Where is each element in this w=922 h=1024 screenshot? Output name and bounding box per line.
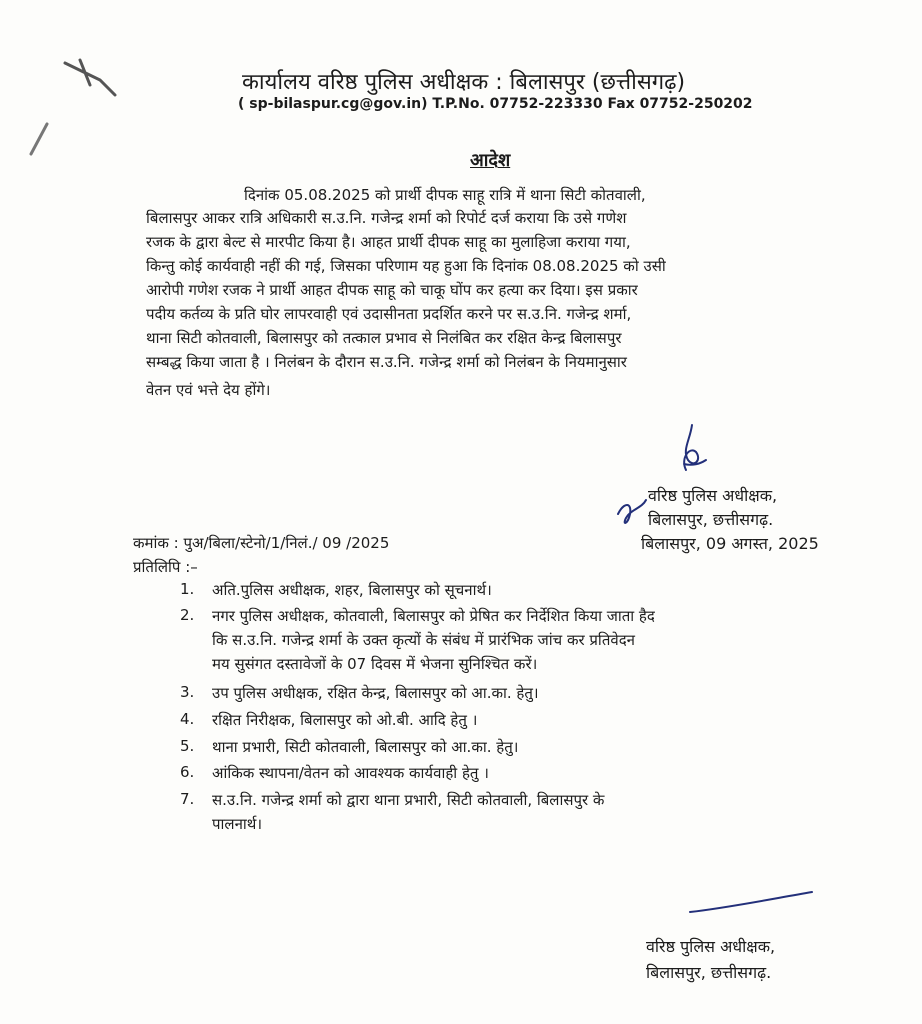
order-body-line: बिलासपुर आकर रात्रि अधिकारी स.उ.नि. गजेन्द्र शर्मा को रिपोर्ट दर्ज कराया कि उसे गणेश <box>146 209 627 227</box>
order-body-line: किन्तु कोई कार्यवाही नहीं की गई, जिसका परिणाम यह हुआ कि दिनांक 08.08.2025 को उसी <box>146 257 666 275</box>
list-item-text: रक्षित निरीक्षक, बिलासपुर को ओ.बी. आदि हेतु । <box>212 711 478 729</box>
list-item-text: मय सुसंगत दस्तावेजों के 07 दिवस में भेजना सुनिश्चित करें। <box>212 655 538 673</box>
list-item-number: 1. <box>180 580 195 598</box>
list-item-text: उप पुलिस अधीक्षक, रक्षित केन्द्र, बिलासपुर को आ.का. हेतु। <box>212 684 539 702</box>
order-body-line: थाना सिटी कोतवाली, बिलासपुर को तत्काल प्रभाव से निलंबित कर रक्षित केन्द्र बिलासपुर <box>146 329 622 347</box>
office-header: कार्यालय वरिष्ठ पुलिस अधीक्षक : बिलासपुर (छत्तीसगढ़) <box>242 70 686 95</box>
issue-date: बिलासपुर, 09 अगस्त, 2025 <box>641 534 819 553</box>
list-item-number: 4. <box>180 710 195 728</box>
copy-to-label: प्रतिलिपि :– <box>133 558 198 576</box>
list-item-text: थाना प्रभारी, सिटी कोतवाली, बिलासपुर को आ.का. हेतु। <box>212 738 519 756</box>
order-body-line: सम्बद्ध किया जाता है । निलंबन के दौरान स.उ.नि. गजेन्द्र शर्मा को निलंबन के नियमानुसार <box>146 353 627 371</box>
order-title: आदेश <box>470 150 511 171</box>
list-item-number: 3. <box>180 683 195 701</box>
list-item-text: आंकिक स्थापना/वेतन को आवश्यक कार्यवाही हेतु । <box>212 764 489 782</box>
handwritten-signature <box>662 420 732 480</box>
contact-details: ( sp-bilaspur.cg@gov.in) T.P.No. 07752-223330 Fax 07752-250202 <box>238 96 753 112</box>
order-body-line: रजक के द्वारा बेल्ट से मारपीट किया है। आहत प्रार्थी दीपक साहू का मुलाहिजा कराया गया, <box>146 233 631 251</box>
order-body-line: आरोपी गणेश रजक ने प्रार्थी आहत दीपक साहू को चाकू घोंप कर हत्या कर दिया। इस प्रकार <box>146 281 638 299</box>
signature-designation: वरिष्ठ पुलिस अधीक्षक, <box>646 937 776 956</box>
list-item-number: 2. <box>180 606 195 624</box>
scan-smudge-mark <box>60 55 120 105</box>
order-body-line: पदीय कर्तव्य के प्रति घोर लापरवाही एवं उदासीनता प्रदर्शित करने पर स.उ.नि. गजेन्द्र शर्मा, <box>146 305 632 323</box>
list-item-text: पालनार्थ। <box>212 815 263 833</box>
list-item-text: नगर पुलिस अधीक्षक, कोतवाली, बिलासपुर को प्रेषित कर निर्देशित किया जाता हैद <box>212 607 655 625</box>
reference-number: कमांक : पुअ/बिला/स्टेनो/1/निलं./ 09 /2025 <box>133 534 390 552</box>
list-item-number: 6. <box>180 763 195 781</box>
handwritten-initial <box>612 492 652 532</box>
list-item-number: 7. <box>180 790 195 808</box>
list-item-text: अति.पुलिस अधीक्षक, शहर, बिलासपुर को सूचनार्थ। <box>212 581 492 599</box>
list-item-text: स.उ.नि. गजेन्द्र शर्मा को द्वारा थाना प्रभारी, सिटी कोतवाली, बिलासपुर के <box>212 791 605 809</box>
signature-designation: वरिष्ठ पुलिस अधीक्षक, <box>648 486 778 505</box>
order-body-line: दिनांक 05.08.2025 को प्रार्थी दीपक साहू रात्रि में थाना सिटी कोतवाली, <box>244 186 646 204</box>
list-item-number: 5. <box>180 737 195 755</box>
scan-smudge-mark <box>25 120 55 160</box>
signature-place: बिलासपुर, छत्तीसगढ़. <box>646 963 772 982</box>
order-body-line: वेतन एवं भत्ते देय होंगे। <box>146 381 271 399</box>
signature-place: बिलासपुर, छत्तीसगढ़. <box>648 510 774 529</box>
list-item-text: कि स.उ.नि. गजेन्द्र शर्मा के उक्त कृत्यों के संबंध में प्रारंभिक जांच कर प्रतिवेदन <box>212 631 636 649</box>
handwritten-signature-stroke <box>686 888 816 918</box>
